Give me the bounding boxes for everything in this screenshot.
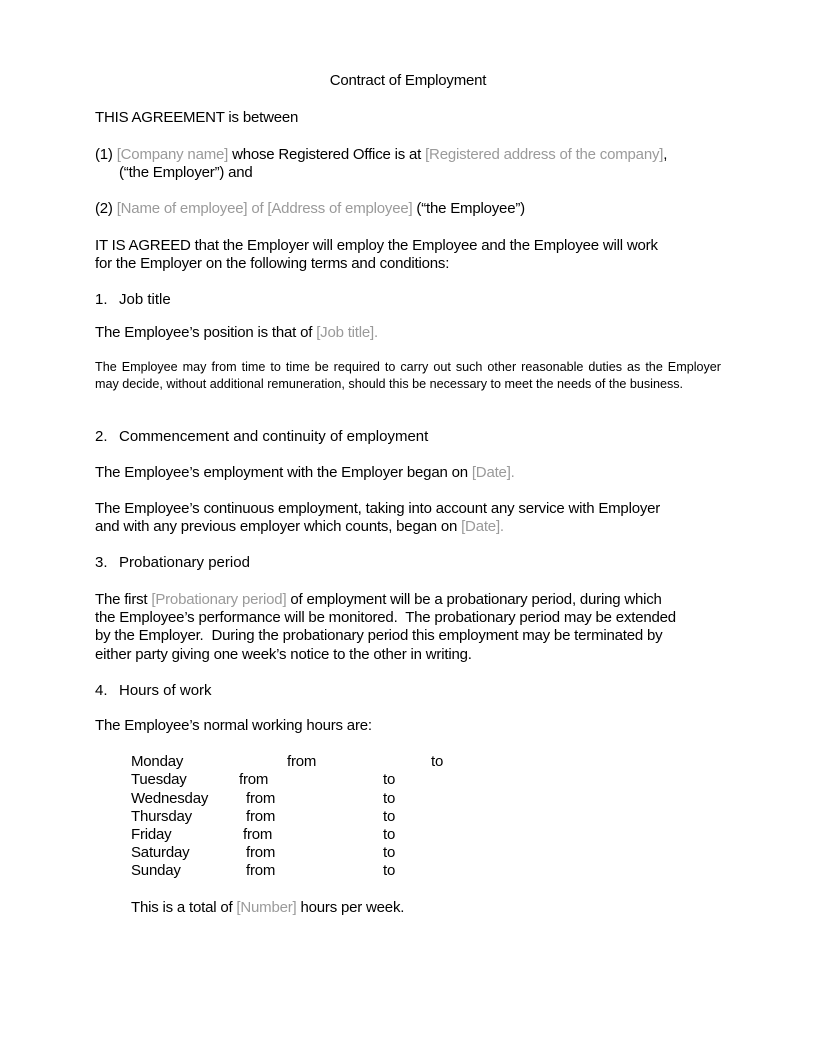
party2-of: of [251, 200, 264, 217]
party2-line [95, 200, 525, 218]
section2-start-date [95, 464, 515, 482]
section1-position-text: The Employee’s position is that of [95, 324, 313, 341]
probationary-period-placeholder: [Probationary period] [151, 591, 287, 608]
day-label: Friday [131, 826, 172, 843]
section3-start-text: The first [95, 591, 148, 608]
party1-comma: , [663, 146, 668, 163]
from-label: from [246, 808, 276, 825]
agreed-line1: IT IS AGREED that the Employer will employ the Employee and the Employee will work [95, 237, 658, 254]
from-label: from [246, 844, 276, 861]
from-label: from [239, 771, 269, 788]
from-label: from [243, 826, 273, 843]
section3-line1 [95, 591, 662, 609]
company-name-placeholder: [Company name] [116, 146, 229, 163]
day-label: Sunday [131, 862, 181, 879]
total-hours-end: hours per week. [300, 899, 405, 916]
working-hours-intro: The Employee’s normal working hours are: [95, 717, 372, 734]
section3-heading: Probationary period [119, 554, 250, 571]
to-label: to [431, 753, 444, 770]
job-title-placeholder: [Job title]. [316, 324, 378, 341]
section1-number: 1. [95, 291, 108, 308]
day-label: Wednesday [131, 790, 209, 807]
agreed-line2: for the Employer on the following terms and conditions: [95, 255, 450, 272]
registered-address-placeholder: [Registered address of the company] [425, 146, 664, 163]
to-label: to [383, 844, 396, 861]
to-label: to [383, 771, 396, 788]
to-label: to [383, 862, 396, 879]
section3-line1-end: of employment will be a probationary period, during which [290, 591, 662, 608]
section1-position [95, 324, 378, 342]
party1-line2: (“the Employer”) and [119, 164, 253, 181]
party2-number: (2) [95, 200, 113, 217]
section2-continuity-text: and with any previous employer which counts, began on [95, 518, 458, 535]
start-date-placeholder: [Date]. [471, 464, 515, 481]
party1-line1 [95, 146, 667, 164]
employee-address-placeholder: [Address of employee] [267, 200, 413, 217]
day-label: Monday [131, 753, 184, 770]
section1-duties-paragraph: The Employee may from time to time be required to carry out such other reasonable duties as the Employer may decide, without additional remuneration, should this be necessary to meet the needs of the business. [95, 360, 721, 391]
day-label: Saturday [131, 844, 190, 861]
section3-number: 3. [95, 554, 108, 571]
section4-heading: Hours of work [119, 682, 212, 699]
from-label: from [246, 790, 276, 807]
section3-line3: by the Employer. During the probationary period this employment may be terminated by [95, 627, 663, 644]
section2-heading: Commencement and continuity of employment [119, 428, 429, 445]
to-label: to [383, 790, 396, 807]
party1-number: (1) [95, 146, 113, 163]
total-hours-line [131, 899, 404, 917]
intro-text: THIS AGREEMENT is between [95, 109, 299, 126]
document-title: Contract of Employment [329, 72, 487, 89]
total-hours-text: This is a total of [131, 899, 233, 916]
section2-number: 2. [95, 428, 108, 445]
to-label: to [383, 826, 396, 843]
section2-start-text: The Employee’s employment with the Employer began on [95, 464, 468, 481]
number-placeholder: [Number] [236, 899, 297, 916]
day-label: Tuesday [131, 771, 187, 788]
section2-continuity-line2 [95, 518, 504, 536]
section3-line4: either party giving one week’s notice to the other in writing. [95, 646, 472, 663]
continuity-date-placeholder: [Date]. [461, 518, 504, 535]
day-label: Thursday [131, 808, 192, 825]
section3-line2: the Employee’s performance will be monitored. The probationary period may be extended [95, 609, 676, 626]
party2-text: (“the Employee”) [416, 200, 525, 217]
from-label: from [287, 753, 317, 770]
section2-continuity-line1: The Employee’s continuous employment, taking into account any service with Employer [95, 500, 661, 517]
section4-number: 4. [95, 682, 108, 699]
party1-text: whose Registered Office is at [232, 146, 422, 163]
employee-name-placeholder: [Name of employee] [116, 200, 248, 217]
to-label: to [383, 808, 396, 825]
section1-heading: Job title [119, 291, 171, 308]
from-label: from [246, 862, 276, 879]
